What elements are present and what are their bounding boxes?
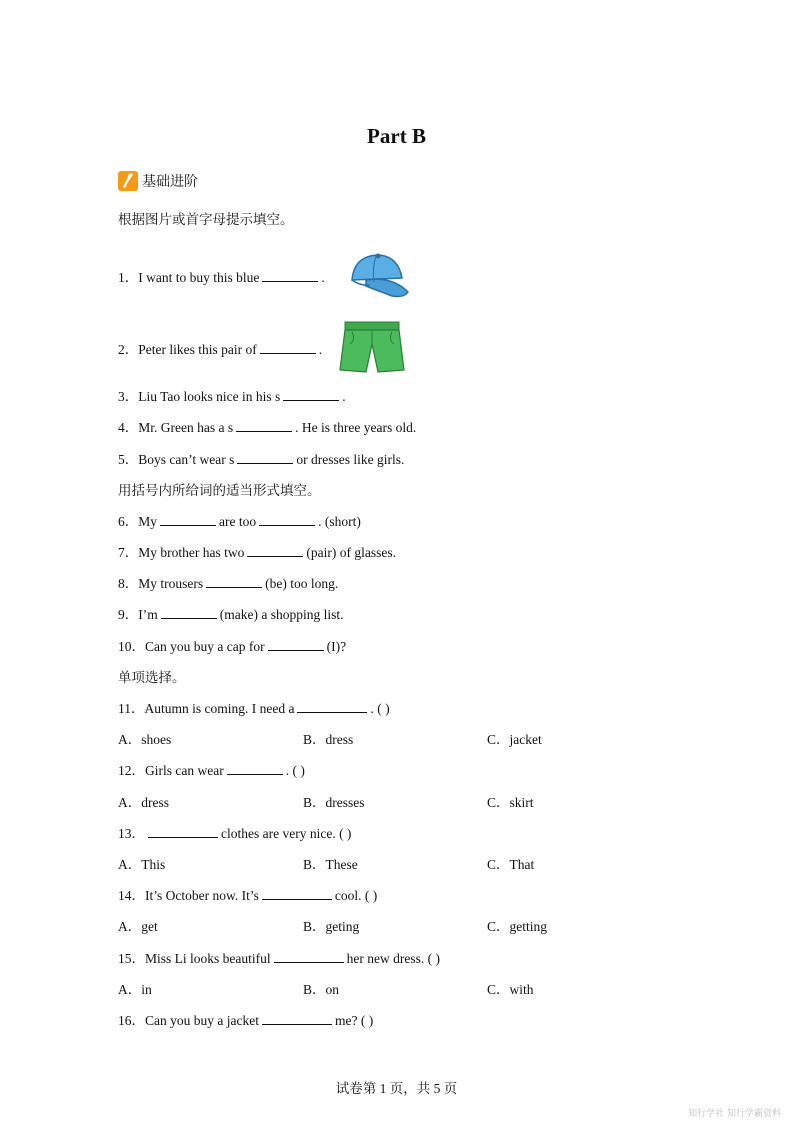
question-14: 14．It’s October now. It’s cool. ( )	[118, 888, 378, 903]
question-9: 9．I’m (make) a shopping list.	[118, 607, 344, 622]
question-16: 16．Can you buy a jacket me? ( )	[118, 1013, 374, 1028]
option-c[interactable]: C．jacket	[487, 732, 542, 747]
option-c[interactable]: C．with	[487, 982, 534, 997]
answer-blank[interactable]	[148, 824, 218, 838]
question-10: 10．Can you buy a cap for (I)?	[118, 639, 347, 654]
question-2: 2．Peter likes this pair of .	[118, 342, 323, 357]
running-person-icon	[118, 171, 138, 191]
answer-blank[interactable]	[260, 340, 316, 354]
option-a[interactable]: A．This	[118, 857, 166, 872]
option-b[interactable]: B．geting	[303, 919, 360, 934]
option-a[interactable]: A．dress	[118, 795, 169, 810]
answer-blank[interactable]	[227, 761, 283, 775]
answer-blank[interactable]	[283, 387, 339, 401]
instruction-3: 单项选择。	[118, 670, 186, 685]
option-b[interactable]: B．dresses	[303, 795, 365, 810]
green-shorts-image	[338, 320, 406, 374]
section-label: 基础进阶	[142, 175, 198, 190]
question-1: 1．I want to buy this blue .	[118, 270, 325, 285]
question-11: 11．Autumn is coming. I need a . ( )	[118, 701, 390, 716]
instruction-2: 用括号内所给词的适当形式填空。	[118, 483, 321, 498]
answer-blank[interactable]	[206, 574, 262, 588]
section-heading	[118, 170, 198, 192]
answer-blank[interactable]	[297, 699, 367, 713]
watermark: 知行学社 知行学霸资料	[688, 1109, 781, 1119]
question-12: 12．Girls can wear . ( )	[118, 763, 305, 778]
answer-blank[interactable]	[259, 512, 315, 526]
option-c[interactable]: C．That	[487, 857, 535, 872]
option-c[interactable]: C．getting	[487, 919, 547, 934]
answer-blank[interactable]	[268, 637, 324, 651]
answer-blank[interactable]	[160, 512, 216, 526]
question-5: 5．Boys can’t wear s or dresses like girls.	[118, 452, 405, 467]
question-7: 7．My brother has two (pair) of glasses.	[118, 545, 396, 560]
answer-blank[interactable]	[274, 949, 344, 963]
option-c[interactable]: C．skirt	[487, 795, 534, 810]
page-footer: 试卷第 1 页，共 5 页	[335, 1081, 458, 1096]
question-3: 3．Liu Tao looks nice in his s .	[118, 389, 346, 404]
question-13: 13． clothes are very nice. ( )	[118, 826, 352, 841]
answer-blank[interactable]	[262, 268, 318, 282]
option-b[interactable]: B．dress	[303, 732, 354, 747]
blue-cap-image	[346, 250, 412, 302]
instruction-1: 根据图片或首字母提示填空。	[118, 212, 294, 227]
question-4: 4．Mr. Green has a s . He is three years old.	[118, 420, 417, 435]
page-title: Part B	[367, 124, 426, 148]
answer-blank[interactable]	[262, 1011, 332, 1025]
option-a[interactable]: A．shoes	[118, 732, 172, 747]
answer-blank[interactable]	[247, 543, 303, 557]
option-a[interactable]: A．in	[118, 982, 152, 997]
answer-blank[interactable]	[262, 886, 332, 900]
answer-blank[interactable]	[161, 605, 217, 619]
option-b[interactable]: B．These	[303, 857, 358, 872]
answer-blank[interactable]	[236, 418, 292, 432]
option-b[interactable]: B．on	[303, 982, 340, 997]
question-15: 15．Miss Li looks beautiful her new dress. ( )	[118, 951, 440, 966]
question-8: 8．My trousers (be) too long.	[118, 576, 339, 591]
option-a[interactable]: A．get	[118, 919, 158, 934]
question-6: 6．My are too . (short)	[118, 514, 361, 529]
answer-blank[interactable]	[237, 450, 293, 464]
